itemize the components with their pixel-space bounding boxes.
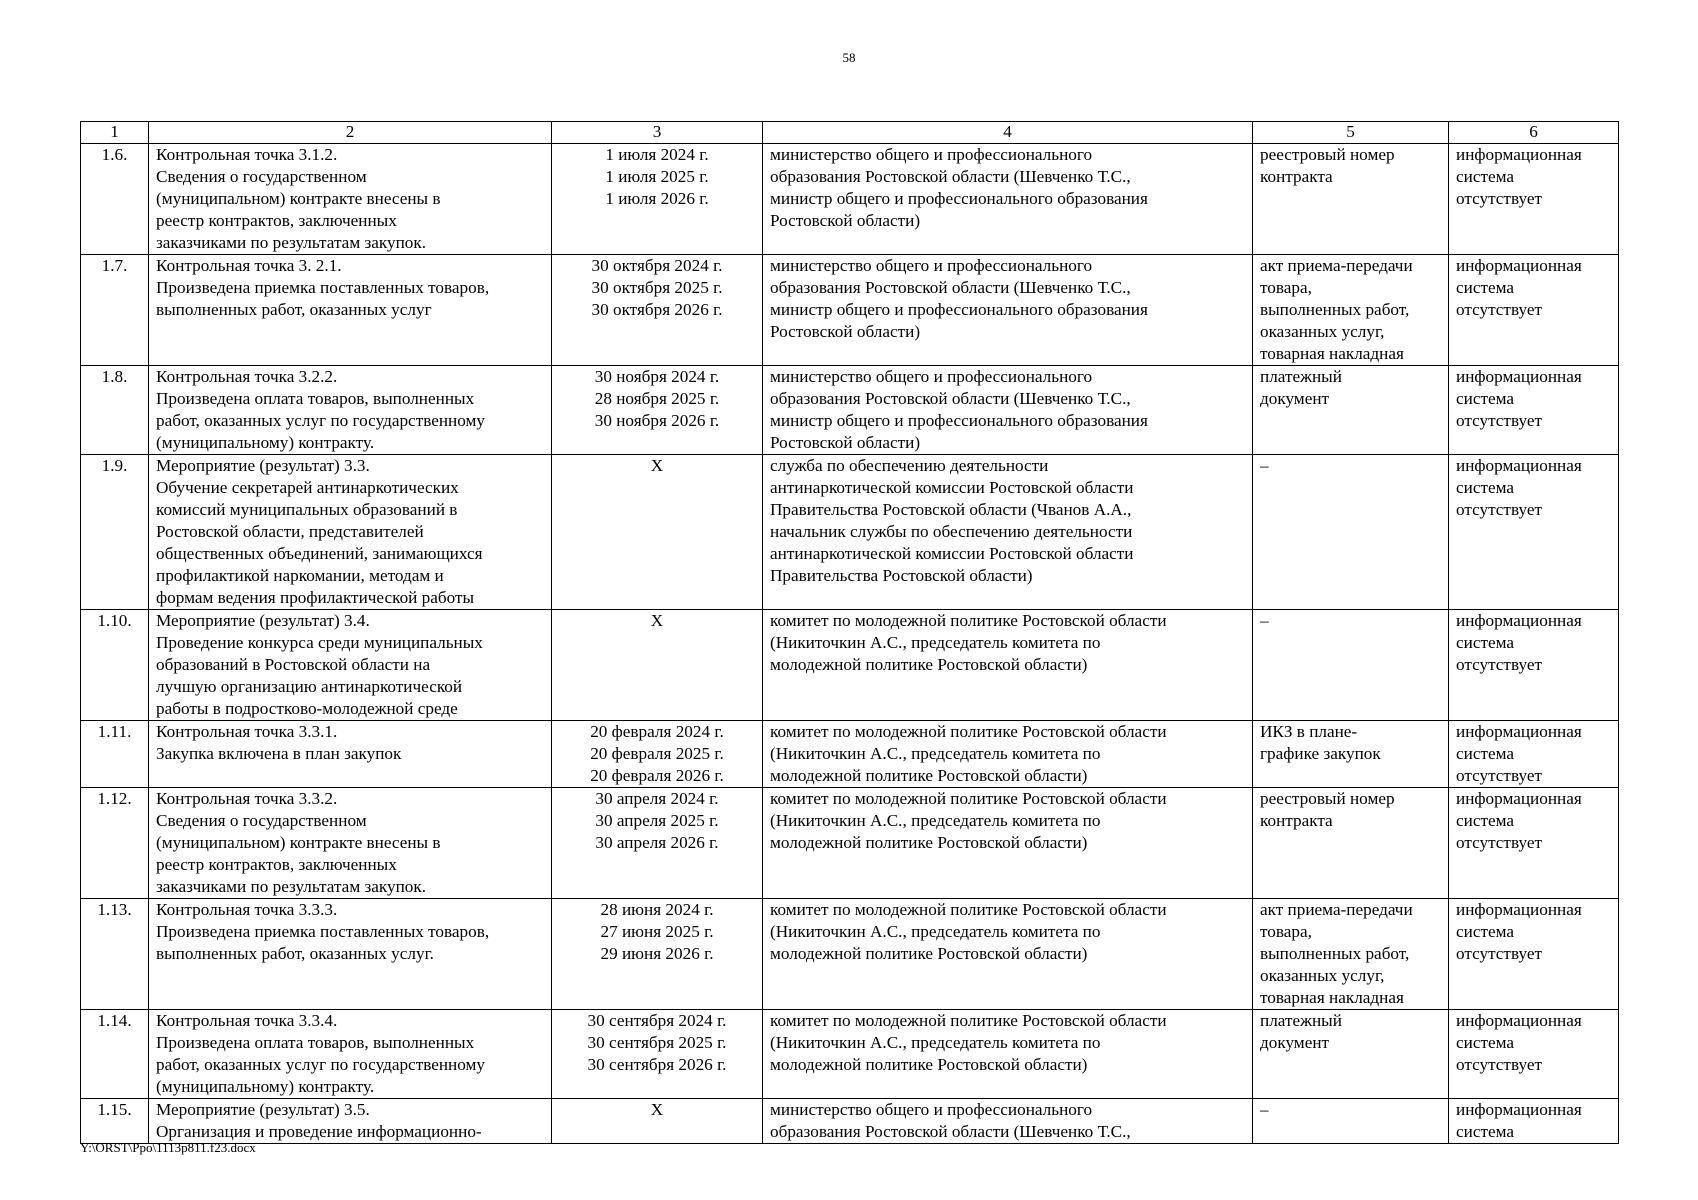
table-row xyxy=(81,610,1619,721)
cell-line: министерство общего и профессионального xyxy=(770,145,1093,164)
document-cell xyxy=(1253,610,1449,721)
cell-line: антинаркотической комиссии Ростовской области xyxy=(770,544,1134,563)
row-number-cell: 1.7. xyxy=(81,255,149,366)
column-header: 2 xyxy=(149,122,552,144)
cell-line: 1 июля 2026 г. xyxy=(605,189,709,208)
cell-line: молодежной политике Ростовской области) xyxy=(770,833,1088,852)
cell-line: – xyxy=(1260,456,1269,475)
cell-line: товара, xyxy=(1260,922,1312,941)
cell-line: ИКЗ в плане- xyxy=(1260,722,1358,741)
cell-line: Правительства Ростовской области (Чванов А.А., xyxy=(770,500,1132,519)
deadline-cell xyxy=(552,899,763,1010)
deadline-cell xyxy=(552,1099,763,1144)
plan-table xyxy=(80,121,1619,1144)
cell-line: товарная накладная xyxy=(1260,988,1404,1007)
cell-line: отсутствует xyxy=(1456,500,1542,519)
cell-line: комиссий муниципальных образований в xyxy=(156,500,458,519)
cell-line: акт приема-передачи xyxy=(1260,256,1413,275)
cell-line: Контрольная точка 3.3.4. xyxy=(156,1011,338,1030)
row-number-cell: 1.9. xyxy=(81,455,149,610)
document-cell xyxy=(1253,455,1449,610)
row-number-cell: 1.8. xyxy=(81,366,149,455)
cell-line: Контрольная точка 3.3.3. xyxy=(156,900,338,919)
responsible-cell xyxy=(763,455,1253,610)
deadline-cell xyxy=(552,366,763,455)
responsible-cell xyxy=(763,610,1253,721)
cell-line: система xyxy=(1456,922,1514,941)
cell-line: система xyxy=(1456,811,1514,830)
description-cell xyxy=(149,455,552,610)
cell-line: 20 февраля 2024 г. xyxy=(590,722,724,741)
cell-line: Ростовской области) xyxy=(770,211,921,230)
cell-line: (Никиточкин А.С., председатель комитета по xyxy=(770,744,1101,763)
information-system-cell xyxy=(1449,144,1619,255)
cell-line: Сведения о государственном xyxy=(156,811,367,830)
cell-line: министр общего и профессионального образования xyxy=(770,189,1148,208)
cell-line: (Никиточкин А.С., председатель комитета по xyxy=(770,811,1101,830)
information-system-cell xyxy=(1449,366,1619,455)
cell-line: выполненных работ, xyxy=(1260,300,1410,319)
cell-line: информационная xyxy=(1456,900,1582,919)
cell-line: система xyxy=(1456,389,1514,408)
cell-line: отсутствует xyxy=(1456,944,1542,963)
cell-line: 28 июня 2024 г. xyxy=(600,900,714,919)
cell-line: Сведения о государственном xyxy=(156,167,367,186)
responsible-cell xyxy=(763,255,1253,366)
document-cell xyxy=(1253,1010,1449,1099)
cell-line: Мероприятие (результат) 3.3. xyxy=(156,456,370,475)
cell-line: образования Ростовской области (Шевченко Т.С., xyxy=(770,278,1131,297)
cell-line: Произведена приемка поставленных товаров, xyxy=(156,922,490,941)
cell-line: формам ведения профилактической работы xyxy=(156,588,475,607)
cell-line: 30 сентября 2025 г. xyxy=(587,1033,727,1052)
cell-line: (муниципальном) контракте внесены в xyxy=(156,189,441,208)
cell-line: комитет по молодежной политике Ростовской области xyxy=(770,611,1167,630)
cell-line: комитет по молодежной политике Ростовской области xyxy=(770,722,1167,741)
row-number-cell: 1.13. xyxy=(81,899,149,1010)
responsible-cell xyxy=(763,721,1253,788)
cell-line: графике закупок xyxy=(1260,744,1381,763)
cell-line: выполненных работ, оказанных услуг xyxy=(156,300,432,319)
responsible-cell xyxy=(763,1010,1253,1099)
cell-line: служба по обеспечению деятельности xyxy=(770,456,1049,475)
cell-line: Мероприятие (результат) 3.4. xyxy=(156,611,370,630)
table-row xyxy=(81,255,1619,366)
cell-line: 27 июня 2025 г. xyxy=(600,922,714,941)
description-cell xyxy=(149,255,552,366)
cell-line: 20 февраля 2025 г. xyxy=(590,744,724,763)
cell-line: отсутствует xyxy=(1456,189,1542,208)
row-number-cell: 1.10. xyxy=(81,610,149,721)
cell-line: информационная xyxy=(1456,456,1582,475)
cell-line: Контрольная точка 3.3.2. xyxy=(156,789,338,808)
column-header: 6 xyxy=(1449,122,1619,144)
cell-line: лучшую организацию антинаркотической xyxy=(156,677,463,696)
cell-line: система xyxy=(1456,1122,1514,1141)
cell-line: контракта xyxy=(1260,811,1333,830)
row-number-cell: 1.12. xyxy=(81,788,149,899)
cell-line: 1 июля 2025 г. xyxy=(605,167,709,186)
page-number: 58 xyxy=(842,50,856,65)
cell-line: Контрольная точка 3. 2.1. xyxy=(156,256,342,275)
cell-line: образований в Ростовской области на xyxy=(156,655,431,674)
cell-line: общественных объединений, занимающихся xyxy=(156,544,483,563)
description-cell xyxy=(149,1010,552,1099)
cell-line: 30 апреля 2024 г. xyxy=(595,789,719,808)
cell-line: отсутствует xyxy=(1456,833,1542,852)
document-cell xyxy=(1253,788,1449,899)
responsible-cell xyxy=(763,144,1253,255)
cell-line: товарная накладная xyxy=(1260,344,1404,363)
row-number-cell: 1.15. xyxy=(81,1099,149,1144)
cell-line: 30 сентября 2026 г. xyxy=(587,1055,727,1074)
cell-line: оказанных услуг, xyxy=(1260,966,1385,985)
table-row xyxy=(81,366,1619,455)
cell-line: информационная xyxy=(1456,611,1582,630)
cell-line: информационная xyxy=(1456,145,1582,164)
information-system-cell xyxy=(1449,455,1619,610)
cell-line: министр общего и профессионального образования xyxy=(770,300,1148,319)
cell-line: Контрольная точка 3.2.2. xyxy=(156,367,338,386)
cell-line: министерство общего и профессионального xyxy=(770,367,1093,386)
cell-line: информационная xyxy=(1456,1011,1582,1030)
cell-line: Обучение секретарей антинаркотических xyxy=(156,478,459,497)
cell-line: 30 октября 2026 г. xyxy=(591,300,723,319)
cell-line: система xyxy=(1456,278,1514,297)
cell-line: система xyxy=(1456,1033,1514,1052)
cell-line: (Никиточкин А.С., председатель комитета по xyxy=(770,922,1101,941)
column-header: 3 xyxy=(552,122,763,144)
deadline-cell xyxy=(552,455,763,610)
responsible-cell xyxy=(763,788,1253,899)
information-system-cell xyxy=(1449,1010,1619,1099)
cell-line: 29 июня 2026 г. xyxy=(600,944,714,963)
cell-line: – xyxy=(1260,1100,1269,1119)
cell-line: отсутствует xyxy=(1456,300,1542,319)
cell-line: отсутствует xyxy=(1456,766,1542,785)
deadline-cell xyxy=(552,610,763,721)
cell-line: молодежной политике Ростовской области) xyxy=(770,1055,1088,1074)
cell-line: Правительства Ростовской области) xyxy=(770,566,1033,585)
cell-line: молодежной политике Ростовской области) xyxy=(770,766,1088,785)
responsible-cell xyxy=(763,1099,1253,1144)
cell-line: информационная xyxy=(1456,722,1582,741)
cell-line: Произведена оплата товаров, выполненных xyxy=(156,389,475,408)
document-cell xyxy=(1253,1099,1449,1144)
cell-line: платежный xyxy=(1260,367,1342,386)
column-header: 1 xyxy=(81,122,149,144)
information-system-cell xyxy=(1449,255,1619,366)
deadline-cell xyxy=(552,255,763,366)
cell-line: работ, оказанных услуг по государственному xyxy=(156,411,485,430)
table-row xyxy=(81,721,1619,788)
cell-line: 30 ноября 2024 г. xyxy=(594,367,720,386)
cell-line: выполненных работ, оказанных услуг. xyxy=(156,944,434,963)
cell-line: антинаркотической комиссии Ростовской области xyxy=(770,478,1134,497)
description-cell xyxy=(149,899,552,1010)
cell-line: отсутствует xyxy=(1456,1055,1542,1074)
cell-line: заказчиками по результатам закупок. xyxy=(156,233,427,252)
cell-line: 28 ноября 2025 г. xyxy=(594,389,720,408)
cell-line: X xyxy=(650,1100,664,1119)
document-cell xyxy=(1253,721,1449,788)
cell-line: информационная xyxy=(1456,367,1582,386)
cell-line: контракта xyxy=(1260,167,1333,186)
cell-line: Организация и проведение информационно- xyxy=(156,1122,482,1141)
cell-line: 20 февраля 2026 г. xyxy=(590,766,724,785)
cell-line: платежный xyxy=(1260,1011,1342,1030)
cell-line: профилактикой наркомании, методам и xyxy=(156,566,444,585)
cell-line: документ xyxy=(1260,389,1330,408)
cell-line: реестровый номер xyxy=(1260,789,1395,808)
cell-line: информационная xyxy=(1456,789,1582,808)
document-cell xyxy=(1253,144,1449,255)
cell-line: 30 ноября 2026 г. xyxy=(594,411,720,430)
cell-line: система xyxy=(1456,744,1514,763)
deadline-cell xyxy=(552,721,763,788)
row-number-cell: 1.6. xyxy=(81,144,149,255)
cell-line: – xyxy=(1260,611,1269,630)
cell-line: начальник службы по обеспечению деятельности xyxy=(770,522,1133,541)
cell-line: Ростовской области, представителей xyxy=(156,522,424,541)
deadline-cell xyxy=(552,788,763,899)
cell-line: документ xyxy=(1260,1033,1330,1052)
cell-line: 30 октября 2024 г. xyxy=(591,256,723,275)
document-cell xyxy=(1253,899,1449,1010)
column-header: 4 xyxy=(763,122,1253,144)
cell-line: акт приема-передачи xyxy=(1260,900,1413,919)
cell-line: (Никиточкин А.С., председатель комитета по xyxy=(770,1033,1101,1052)
information-system-cell xyxy=(1449,721,1619,788)
cell-line: работ, оказанных услуг по государственному xyxy=(156,1055,485,1074)
cell-line: комитет по молодежной политике Ростовской области xyxy=(770,1011,1167,1030)
cell-line: (муниципальном) контракте внесены в xyxy=(156,833,441,852)
cell-line: отсутствует xyxy=(1456,655,1542,674)
cell-line: молодежной политике Ростовской области) xyxy=(770,655,1088,674)
cell-line: Проведение конкурса среди муниципальных xyxy=(156,633,483,652)
cell-line: образования Ростовской области (Шевченко Т.С., xyxy=(770,167,1131,186)
cell-line: комитет по молодежной политике Ростовской области xyxy=(770,789,1167,808)
cell-line: (муниципальному) контракту. xyxy=(156,1077,375,1096)
cell-line: (Никиточкин А.С., председатель комитета по xyxy=(770,633,1101,652)
row-number-cell: 1.14. xyxy=(81,1010,149,1099)
deadline-cell xyxy=(552,144,763,255)
cell-line: министерство общего и профессионального xyxy=(770,256,1093,275)
cell-line: X xyxy=(650,611,664,630)
document-cell xyxy=(1253,255,1449,366)
cell-line: заказчиками по результатам закупок. xyxy=(156,877,427,896)
cell-line: реестровый номер xyxy=(1260,145,1395,164)
cell-line: товара, xyxy=(1260,278,1312,297)
information-system-cell xyxy=(1449,899,1619,1010)
description-cell xyxy=(149,1099,552,1144)
cell-line: 30 октября 2025 г. xyxy=(591,278,723,297)
cell-line: Контрольная точка 3.1.2. xyxy=(156,145,338,164)
description-cell xyxy=(149,721,552,788)
cell-line: образования Ростовской области (Шевченко Т.С., xyxy=(770,389,1131,408)
cell-line: выполненных работ, xyxy=(1260,944,1410,963)
cell-line: реестр контрактов, заключенных xyxy=(156,211,397,230)
description-cell xyxy=(149,610,552,721)
cell-line: информационная xyxy=(1456,256,1582,275)
description-cell xyxy=(149,144,552,255)
cell-line: отсутствует xyxy=(1456,411,1542,430)
cell-line: молодежной политике Ростовской области) xyxy=(770,944,1088,963)
responsible-cell xyxy=(763,366,1253,455)
column-number-row xyxy=(81,122,1619,144)
row-number-cell: 1.11. xyxy=(81,721,149,788)
cell-line: X xyxy=(650,456,664,475)
cell-line: Ростовской области) xyxy=(770,433,921,452)
description-cell xyxy=(149,366,552,455)
cell-line: 30 сентября 2024 г. xyxy=(587,1011,727,1030)
information-system-cell xyxy=(1449,788,1619,899)
cell-line: Контрольная точка 3.3.1. xyxy=(156,722,338,741)
cell-line: министерство общего и профессионального xyxy=(770,1100,1093,1119)
cell-line: система xyxy=(1456,167,1514,186)
cell-line: Закупка включена в план закупок xyxy=(156,744,402,763)
cell-line: Произведена оплата товаров, выполненных xyxy=(156,1033,475,1052)
table-row xyxy=(81,899,1619,1010)
cell-line: 1 июля 2024 г. xyxy=(605,145,709,164)
table-row xyxy=(81,144,1619,255)
cell-line: информационная xyxy=(1456,1100,1582,1119)
cell-line: комитет по молодежной политике Ростовской области xyxy=(770,900,1167,919)
cell-line: Мероприятие (результат) 3.5. xyxy=(156,1100,370,1119)
cell-line: работы в подростково-молодежной среде xyxy=(156,699,458,718)
document-cell xyxy=(1253,366,1449,455)
table-row xyxy=(81,455,1619,610)
table-row xyxy=(81,1099,1619,1144)
file-path-footer: Y:\ORST\Ppo\1113p811.f23.docx xyxy=(80,1140,256,1155)
responsible-cell xyxy=(763,899,1253,1010)
cell-line: образования Ростовской области (Шевченко Т.С., xyxy=(770,1122,1131,1141)
cell-line: (муниципальному) контракту. xyxy=(156,433,375,452)
cell-line: 30 апреля 2026 г. xyxy=(595,833,719,852)
information-system-cell xyxy=(1449,610,1619,721)
cell-line: Произведена приемка поставленных товаров, xyxy=(156,278,490,297)
information-system-cell xyxy=(1449,1099,1619,1144)
cell-line: оказанных услуг, xyxy=(1260,322,1385,341)
cell-line: реестр контрактов, заключенных xyxy=(156,855,397,874)
deadline-cell xyxy=(552,1010,763,1099)
cell-line: система xyxy=(1456,633,1514,652)
plan-table-body xyxy=(81,122,1619,1144)
table-row xyxy=(81,1010,1619,1099)
cell-line: 30 апреля 2025 г. xyxy=(595,811,719,830)
cell-line: Ростовской области) xyxy=(770,322,921,341)
cell-line: министр общего и профессионального образования xyxy=(770,411,1148,430)
table-row xyxy=(81,788,1619,899)
cell-line: система xyxy=(1456,478,1514,497)
column-header: 5 xyxy=(1253,122,1449,144)
description-cell xyxy=(149,788,552,899)
